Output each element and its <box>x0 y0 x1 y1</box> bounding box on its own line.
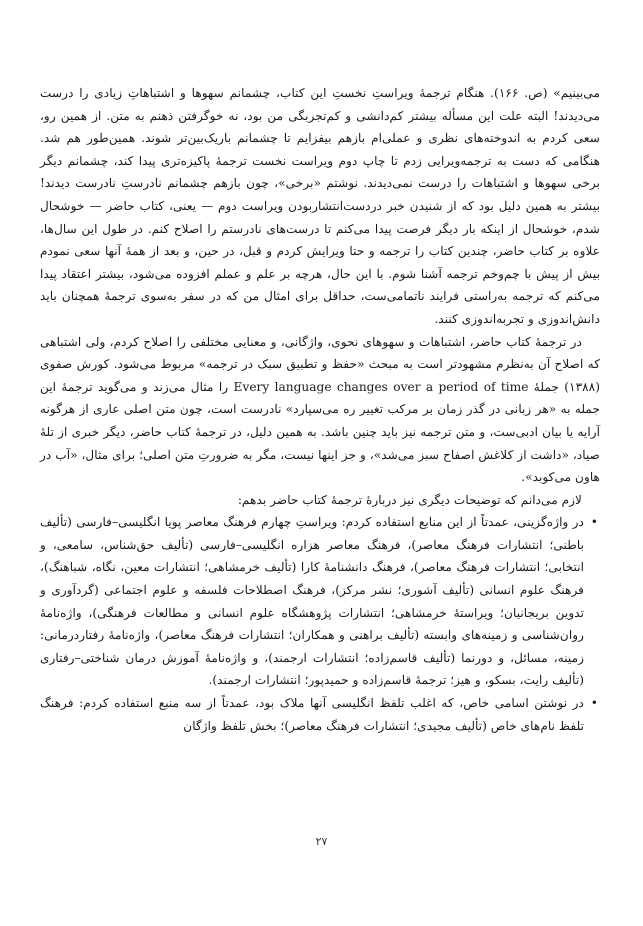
bullet-list <box>40 511 600 737</box>
paragraph-1: می‌بینیم» (ص. ۱۶۶). هنگام ترجمهٔ ویراستِ نخستِ این کتاب، چشمانم سهوها و اشتباهاتِ زیادی را درست می‌دیدند! البته علت این مسأله بیشتر کم‌دانشی و کم‌تجربگی من بود، نه خوگرفتن ذهنم به متن. از همین رو، سعی کردم به اندوخته‌های نظری و عملی‌ام بازهم بیفزایم تا چشمانم باریک‌بین‌تر شوند. همین‌طور هم شد. هنگامی که دست به ترجمه‌ویرایی زدم تا چاپ دوم ویراست نخست ترجمهٔ پاکیزه‌تری پیدا کند، چشمانم دیگر برخی سهوها و اشتباهات را درست نمی‌دیدند. نوشتم «برخی»، چون بازهم چشمانم نادرستِ نادرست دیدند! بیشتر به همین دلیل بود که از شنیدن خبر دردست‌انتشاربودن ویراست دوم — یعنی، کتاب حاضر — خوشحال شدم، خوشحال از اینکه بار دیگر فرصت پیدا می‌کنم تا درست‌های نادرستم را اصلاح کنم. در طول این سال‌ها، علاوه بر کتاب حاضر، چندین کتاب را ترجمه و حتا ویرایش کردم و قبل، در حین، و بعد از همهٔ آنها سعی نمودم بیش از پیش با چم‌وخم ترجمه آشنا شوم. با این حال، هرچه بر علم و عملم افزوده می‌شود، بیشتر اعتقاد پیدا می‌کنم که ترجمه به‌راستی فرایند ناتمامی‌ست، حداقل برای امثال من که در سفر به‌سوی ترجمهٔ همچنان باید دانش‌اندوزی و تجربه‌اندوزی کنند. <box>40 86 600 326</box>
paragraph-2: در ترجمهٔ کتاب حاضر، اشتباهات و سهوهای نحوی، واژگانی، و معنایی مختلفی را اصلاح کردم، ولی اشتباهی که اصلاح آن به‌نظرم مشهودتر است به مبحث «حفظ و تطبیق سبک در ترجمه» مربوط می‌شود. کورش صفوی (۱۳۸۸) جملهٔ Every language changes over a period of time را مثال می‌زند و می‌گوید ترجمهٔ این جمله به «هر زبانی در گذر زمان بر مرکب تغییر ره می‌سپارد» نادرست است، چون متن اصلی عاری از هرگونه آرایه یا بیان ادبی‌ست، و متن ترجمه نیز باید چنین باشد. به همین دلیل، در ترجمهٔ کتاب حاضر، دیگر خبری از تلهٔ صیاد، «داشت از کلاغش اصفاح سبز می‌شد»، و جز اینها نیست، مگر به ضرورتِ متن اصلی؛ برای مثال، «آب در هاون می‌کوبد». <box>40 334 600 485</box>
list-intro: لازم می‌دانم که توضیحات دیگری نیز دربارهٔ ترجمهٔ کتاب حاضر بدهم: <box>237 492 582 507</box>
list-item: • در واژه‌گزینی، عمدتاً از این منابع استفاده کردم: ویراستِ چهارم فرهنگ معاصر پویا انگلیسی–فارسی (تألیف باطنی؛ انتشارات فرهنگ معاصر)، فرهنگ معاصر هزاره انگلیسی–فارسی (تألیف حق‌شناس، سامعی، و انتخابی؛ انتشارات فرهنگ معاصر)، فرهنگ دانشنامهٔ کارا (تألیف خرمشاهی؛ انتشارات معین، نگاه، شباهنگ)، فرهنگ علوم انسانی (تألیف آشوری؛ نشر مرکز)، فرهنگ اصطلاحات فلسفه و علوم اجتماعی (گردآوری و تدوین بریجانیان؛ ویراستهٔ خرمشاهی؛ انتشارات پژوهشگاه علوم انسانی و مطالعات فرهنگی)، واژه‌نامهٔ روان‌شناسی و زمینه‌های وابسته (تألیف براهنی و همکاران؛ انتشارات فرهنگ معاصر)، واژه‌نامهٔ رفتاردرمانی: زمینه، مسائل، و دورنما (تألیف قاسم‌زاده؛ انتشارات ارجمند)، و واژه‌نامهٔ آموزش درمان شناختی–رفتاری (تألیف رایت، بسکو، و هیز؛ ترجمهٔ قاسم‌زاده و حمیدپور؛ انتشارات ارجمند). <box>40 511 584 692</box>
page-number: ۲۷ <box>315 835 328 848</box>
page-body <box>40 82 600 737</box>
list-item: • در نوشتن اسامی خاص، که اغلب تلفظ انگلیسی آنها ملاک بود، عمدتاً از سه منبع استفاده کردم: فرهنگ تلفظ نام‌های خاص (تألیف مجیدی؛ انتشارات فرهنگ معاصر)؛ بخش تلفظ واژگان <box>40 692 584 737</box>
